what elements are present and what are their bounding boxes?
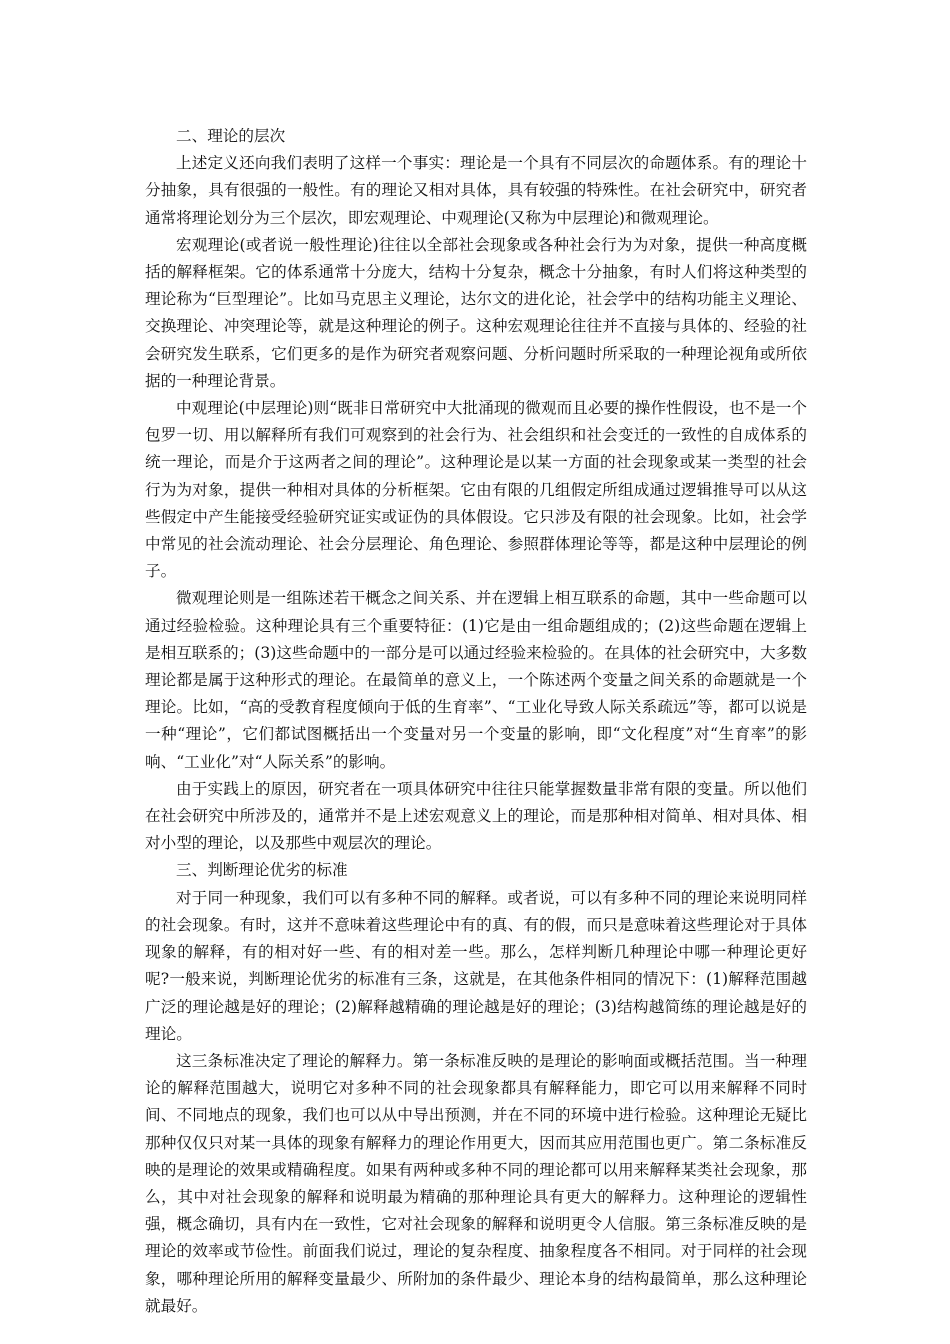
section-heading-levels: 二、理论的层次 bbox=[176, 127, 286, 145]
document-page bbox=[145, 123, 807, 1320]
paragraph-levels-intro: 上述定义还向我们表明了这样一个事实：理论是一个具有不同层次的命题体系。有的理论十分抽象，具有很强的一般性。有的理论又相对具体，具有较强的特殊性。在社会研究中，研究者通常将理论划分为三个层次，即宏观理论、中观理论(又称为中层理论)和微观理论。 bbox=[145, 154, 807, 227]
paragraph-micro-theory: 微观理论则是一组陈述若干概念之间关系、并在逻辑上相互联系的命题，其中一些命题可以通过经验检验。这种理论具有三个重要特征：(1)它是由一组命题组成的；(2)这些命题在逻辑上是相互联系的；(3)这些命题中的一部分是可以通过经验来检验的。在具体的社会研究中，大多数理论都是属于这种形式的理论。在最简单的意义上，一个陈述两个变量之间关系的命题就是一个理论。比如，“高的受教育程度倾向于低的生育率”、“工业化导致人际关系疏远”等，都可以说是一种“理论”，它们都试图概括出一个变量对另一个变量的影响，即“文化程度”对“生育率”的影响、“工业化”对“人际关系”的影响。 bbox=[145, 589, 807, 771]
paragraph-criteria-intro: 对于同一种现象，我们可以有多种不同的解释。或者说，可以有多种不同的理论来说明同样的社会现象。有时，这并不意味着这些理论中有的真、有的假，而只是意味着这些理论对于具体现象的解释，有的相对好一些、有的相对差一些。那么，怎样判断几种理论中哪一种理论更好呢?一般来说，判断理论优劣的标准有三条，这就是，在其他条件相同的情况下：(1)解释范围越广泛的理论越是好的理论；(2)解释越精确的理论越是好的理论；(3)结构越简练的理论越是好的理论。 bbox=[145, 888, 807, 1043]
paragraph-middle-range-theory: 中观理论(中层理论)则“既非日常研究中大批涌现的微观而且必要的操作性假设，也不是一个包罗一切、用以解释所有我们可观察到的社会行为、社会组织和社会变迁的一致性的自成体系的统一理论，而是介于这两者之间的理论”。这种理论是以某一方面的社会现象或某一类型的社会行为为对象，提供一种相对具体的分析框架。它由有限的几组假定所组成通过逻辑推导可以从这些假定中产生能接受经验研究证实或证伪的具体假设。它只涉及有限的社会现象。比如，社会学中常见的社会流动理论、社会分层理论、角色理论、参照群体理论等等，都是这种中层理论的例子。 bbox=[145, 399, 807, 581]
paragraph-explanatory-power: 这三条标准决定了理论的解释力。第一条标准反映的是理论的影响面或概括范围。当一种理论的解释范围越大，说明它对多种不同的社会现象都具有解释能力，即它可以用来解释不同时间、不同地点的现象，我们也可以从中导出预测，并在不同的环境中进行检验。这种理论无疑比那种仅仅只对某一具体的现象有解释力的理论作用更大，因而其应用范围也更广。第二条标准反映的是理论的效果或精确程度。如果有两种或多种不同的理论都可以用来解释某类社会现象，那么，其中对社会现象的解释和说明最为精确的那种理论具有更大的解释力。这种理论的逻辑性强，概念确切，具有内在一致性，它对社会现象的解释和说明更令人信服。第三条标准反映的是理论的效率或节俭性。前面我们说过，理论的复杂程度、抽象程度各不相同。对于同样的社会现象，哪种理论所用的解释变量最少、所附加的条件最少、理论本身的结构最简单，那么这种理论就最好。 bbox=[145, 1051, 807, 1315]
section-heading-criteria: 三、判断理论优劣的标准 bbox=[176, 861, 348, 880]
paragraph-macro-theory: 宏观理论(或者说一般性理论)往往以全部社会现象或各种社会行为为对象，提供一种高度概括的解释框架。它的体系通常十分庞大，结构十分复杂，概念十分抽象，有时人们将这种类型的理论称为“巨型理论”。比如马克思主义理论，达尔文的进化论，社会学中的结构功能主义理论、交换理论、冲突理论等，就是这种理论的例子。这种宏观理论往往并不直接与具体的、经验的社会研究发生联系，它们更多的是作为研究者观察问题、分析问题时所采取的一种理论视角或所依据的一种理论背景。 bbox=[145, 235, 807, 390]
paragraph-practical-reasons: 由于实践上的原因，研究者在一项具体研究中往往只能掌握数量非常有限的变量。所以他们在社会研究中所涉及的，通常并不是上述宏观意义上的理论，而是那种相对简单、相对具体、相对小型的理论，以及那些中观层次的理论。 bbox=[145, 779, 807, 853]
